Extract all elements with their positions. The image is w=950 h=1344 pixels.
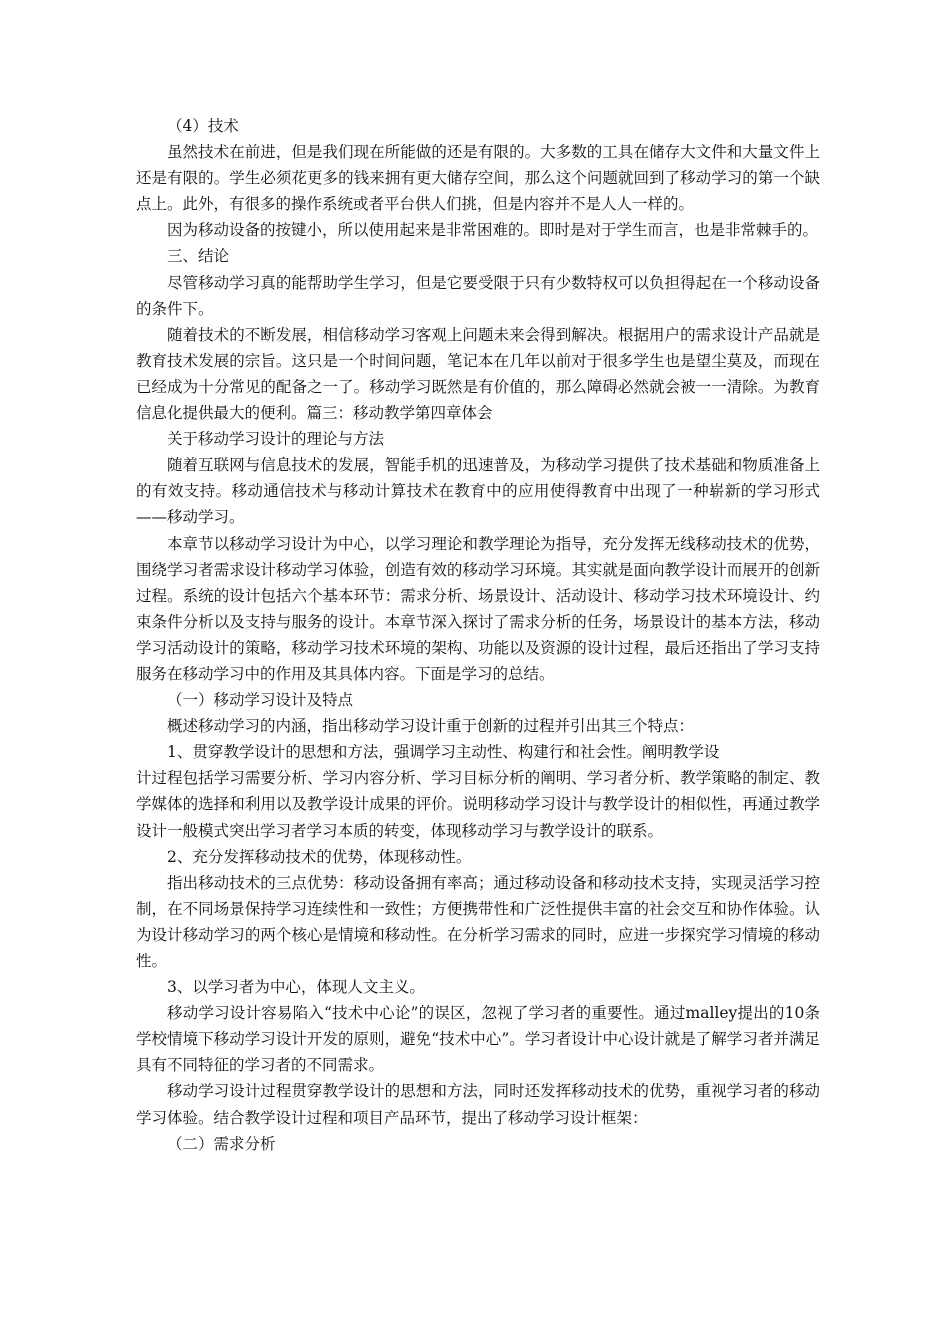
paragraph: 2、充分发挥移动技术的优势，体现移动性。 [167, 847, 472, 866]
paragraph: 随着互联网与信息技术的发展，智能手机的迅速普及，为移动学习提供了技术基础和物质准备上的有效支持。移动通信技术与移动计算技术在教育中的应用使得教育中出现了一种崭新的学习形式——移动学习。 [136, 456, 820, 527]
paragraph: 概述移动学习的内涵，指出移动学习设计重于创新的过程并引出其三个特点： [167, 717, 695, 736]
paragraph: 计过程包括学习需要分析、学习内容分析、学习目标分析的阐明、学习者分析、教学策略的制定、教学媒体的选择和利用以及教学设计成果的评价。说明移动学习设计与教学设计的相似性，再通过教学设计一般模式突出学习者学习本质的转变，体现移动学习与教学设计的联系。 [136, 769, 820, 840]
paragraph: 3、以学习者为中心，体现人文主义。 [167, 978, 425, 997]
paragraph: 随着技术的不断发展，相信移动学习客观上问题未来会得到解决。根据用户的需求设计产品就是教育技术发展的宗旨。这只是一个时间问题，笔记本在几年以前对于很多学生也是望尘莫及，而现在已经成为十分常见的配备之一了。移动学习既然是有价值的，那么障碍必然就会被一一清除。为教育信息化提供最大的便利。篇三：移动教学第四章体会 [136, 325, 820, 423]
paragraph: 1、贯穿教学设计的思想和方法，强调学习主动性、构建行和社会性。阐明教学设 [167, 743, 720, 762]
paragraph: 尽管移动学习真的能帮助学生学习，但是它要受限于只有少数特权可以负担得起在一个移动设备的条件下。 [136, 273, 820, 318]
paragraph: 本章节以移动学习设计为中心，以学习理论和教学理论为指导，充分发挥无线移动技术的优势，围绕学习者需求设计移动学习体验，创造有效的移动学习环境。其实就是面向教学设计而展开的创新过程。系统的设计包括六个基本环节：需求分析、场景设计、活动设计、移动学习技术环境设计、约束条件分析以及支持与服务的设计。本章节深入探讨了需求分析的任务，场景设计的基本方法，移动学习活动设计的策略，移动学习技术环境的架构、功能以及资源的设计过程，最后还指出了学习支持服务在移动学习中的作用及其具体内容。下面是学习的总结。 [136, 534, 820, 683]
section-heading: 关于移动学习设计的理论与方法 [167, 430, 385, 449]
paragraph: 虽然技术在前进，但是我们现在所能做的还是有限的。大多数的工具在储存大文件和大量文件上还是有限的。学生必须花更多的钱来拥有更大储存空间，那么这个问题就回到了移动学习的第一个缺点上。此外，有很多的操作系统或者平台供人们挑，但是内容并不是人人一样的。 [136, 143, 820, 214]
paragraph: 指出移动技术的三点优势：移动设备拥有率高；通过移动设备和移动技术支持，实现灵活学习控制，在不同场景保持学习连续性和一致性；方便携带性和广泛性提供丰富的社会交互和协作体验。认为设计移动学习的两个核心是情境和移动性。在分析学习需求的同时，应进一步探究学习情境的移动性。 [136, 873, 820, 970]
paragraph: 移动学习设计容易陷入“技术中心论”的误区，忽视了学习者的重要性。通过malley提出的10条学校情境下移动学习设计开发的原则，避免“技术中心”。学习者设计中心设计就是了解学习者并满足具有不同特征的学习者的不同需求。 [136, 1004, 820, 1075]
paragraph: 因为移动设备的按键小，所以使用起来是非常困难的。即时是对于学生而言，也是非常棘手的。 [167, 221, 819, 240]
section-heading: （二）需求分析 [167, 1134, 276, 1153]
document-page [136, 113, 820, 1157]
section-heading: 三、结论 [167, 247, 230, 266]
paragraph: 移动学习设计过程贯穿教学设计的思想和方法，同时还发挥移动技术的优势，重视学习者的移动学习体验。结合教学设计过程和项目产品环节，提出了移动学习设计框架： [136, 1082, 820, 1127]
section-heading: （一）移动学习设计及特点 [167, 691, 354, 710]
section-heading: （4）技术 [167, 117, 239, 135]
